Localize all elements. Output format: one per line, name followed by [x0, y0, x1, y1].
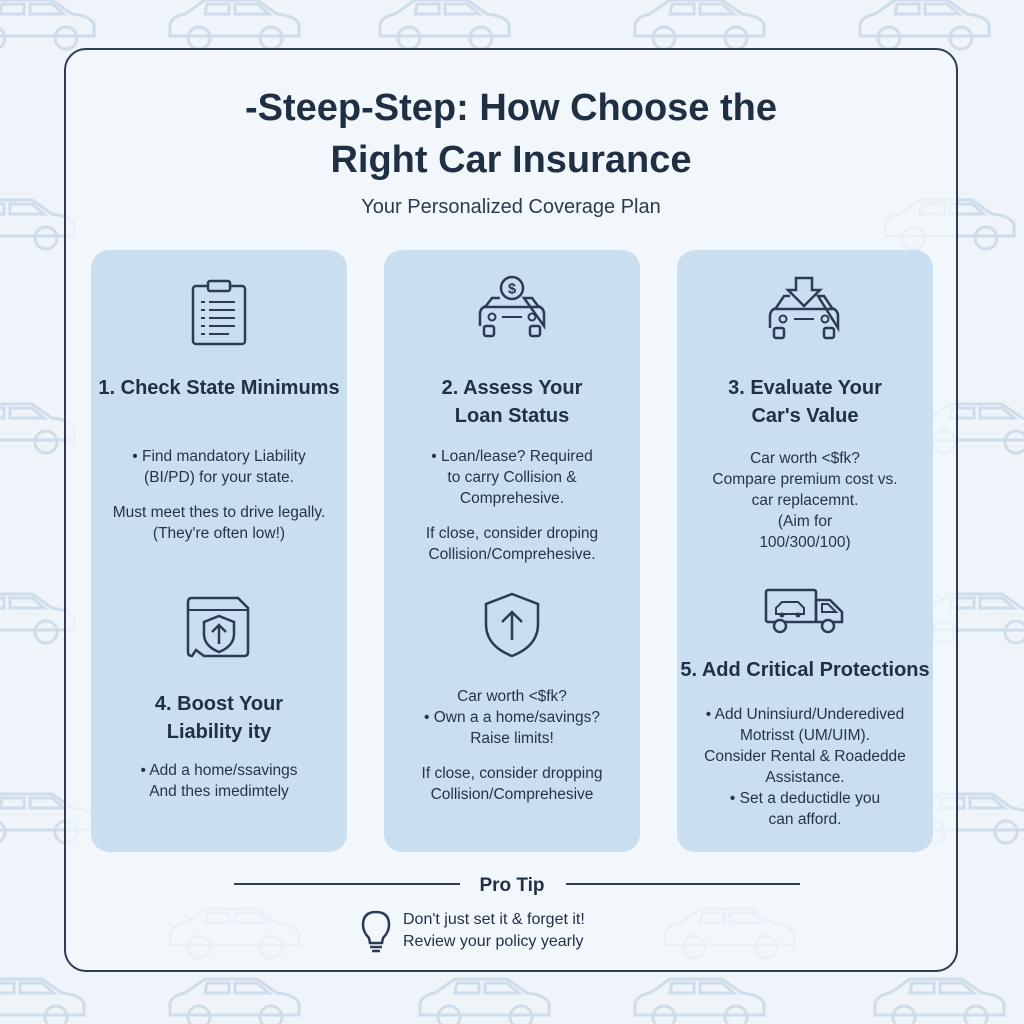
card-2-text	[384, 446, 640, 565]
clipboard-icon	[189, 278, 249, 348]
card-1-text	[91, 446, 347, 544]
card-2-text-line: Comprehesive.	[459, 490, 565, 507]
card-2-extra-line: If close, consider dropping	[421, 765, 603, 782]
card-2-extra-line: • Own a a home/savings?	[423, 709, 601, 726]
card-5-text-line: • Add Uninsiurd/Underedived	[705, 706, 905, 723]
spacer	[384, 509, 640, 523]
card-5-text-line: Consider Rental & Roadedde	[704, 748, 906, 765]
title-line-1: -Steep-Step: How Choose the	[244, 87, 778, 129]
card-1-text-line: • Find mandatory Liability	[132, 448, 306, 465]
tow-truck-icon	[762, 584, 848, 636]
svg-text:$: $	[507, 280, 517, 298]
card-3-heading	[677, 374, 933, 430]
car-dollar-icon	[474, 274, 550, 344]
card-2-text-line: Collision/Comprehesive.	[428, 546, 596, 563]
card-1-text-line: (BI/PD) for your state.	[144, 469, 294, 486]
card-5-heading-line: 5. Add Critical Protections	[680, 659, 930, 681]
card-2-text-line: If close, consider droping	[425, 525, 599, 542]
card-2-extra-line: Collision/Comprehesive	[430, 786, 594, 803]
pro-tip-title: Pro Tip	[479, 875, 545, 896]
card-3-text-line: (Aim for	[777, 513, 833, 530]
card-3-text-line: 100/300/100)	[759, 534, 851, 551]
shield-arrow-icon	[482, 590, 542, 660]
card-4-heading-line: 4. Boost Your	[154, 693, 284, 715]
card-2-text-line: to carry Collision &	[447, 469, 577, 486]
card-4-heading	[91, 690, 347, 746]
card-1-text-line: Must meet thes to drive legally.	[112, 504, 326, 521]
card-2-extra-text	[384, 686, 640, 805]
spacer	[91, 488, 347, 502]
card-5-text-line: Motrisst (UM/UIM).	[739, 727, 870, 744]
card-2-heading-line: 2. Assess Your	[441, 377, 583, 399]
card-5-text-line: can afford.	[768, 811, 842, 828]
lightbulb-icon	[360, 909, 392, 955]
card-2-heading-line: Loan Status	[454, 405, 570, 427]
page-subtitle: Your Personalized Coverage Plan	[361, 196, 661, 218]
card-5-heading	[677, 656, 933, 684]
card-2-extra-line: Raise limits!	[470, 730, 554, 747]
card-1-heading	[91, 374, 347, 402]
card-state-minimums	[91, 250, 347, 852]
card-3-text-line: car replacemnt.	[751, 492, 859, 509]
card-2-extra-line: Car worth <$fk?	[457, 688, 567, 705]
card-3-heading-line: 3. Evaluate Your	[728, 377, 882, 399]
card-4-text-line: And thes imedimtely	[149, 783, 289, 800]
card-5-text-line: • Set a deductidle you	[729, 790, 881, 807]
card-1-heading-line: 1. Check State Minimums	[98, 377, 340, 399]
card-4-heading-line: Liability ity	[166, 721, 272, 743]
title-line-2: Right Car Insurance	[330, 139, 692, 181]
card-2-heading	[384, 374, 640, 430]
card-5-text-line: Assistance.	[765, 769, 845, 786]
card-car-value	[677, 250, 933, 852]
card-5-text	[677, 704, 933, 830]
page-title	[64, 82, 958, 186]
card-3-heading-line: Car's Value	[751, 405, 859, 427]
card-3-text-line: Car worth <$fk?	[750, 450, 860, 467]
card-3-text	[677, 448, 933, 553]
card-3-text-line: Compare premium cost vs.	[712, 471, 898, 488]
card-1-text-line: (They're often low!)	[152, 525, 286, 542]
card-2-text-line: • Loan/lease? Required	[431, 448, 593, 465]
spacer	[384, 749, 640, 763]
card-loan-status	[384, 250, 640, 852]
pro-tip-text	[403, 909, 585, 953]
shield-document-icon	[184, 594, 254, 660]
card-4-text	[91, 760, 347, 802]
pro-tip-line-2: Review your policy yearly	[403, 933, 584, 950]
card-4-text-line: • Add a home/ssavings	[140, 762, 298, 779]
pro-tip-line-1: Don't just set it & forget it!	[403, 911, 585, 928]
car-down-arrow-icon	[764, 274, 844, 344]
